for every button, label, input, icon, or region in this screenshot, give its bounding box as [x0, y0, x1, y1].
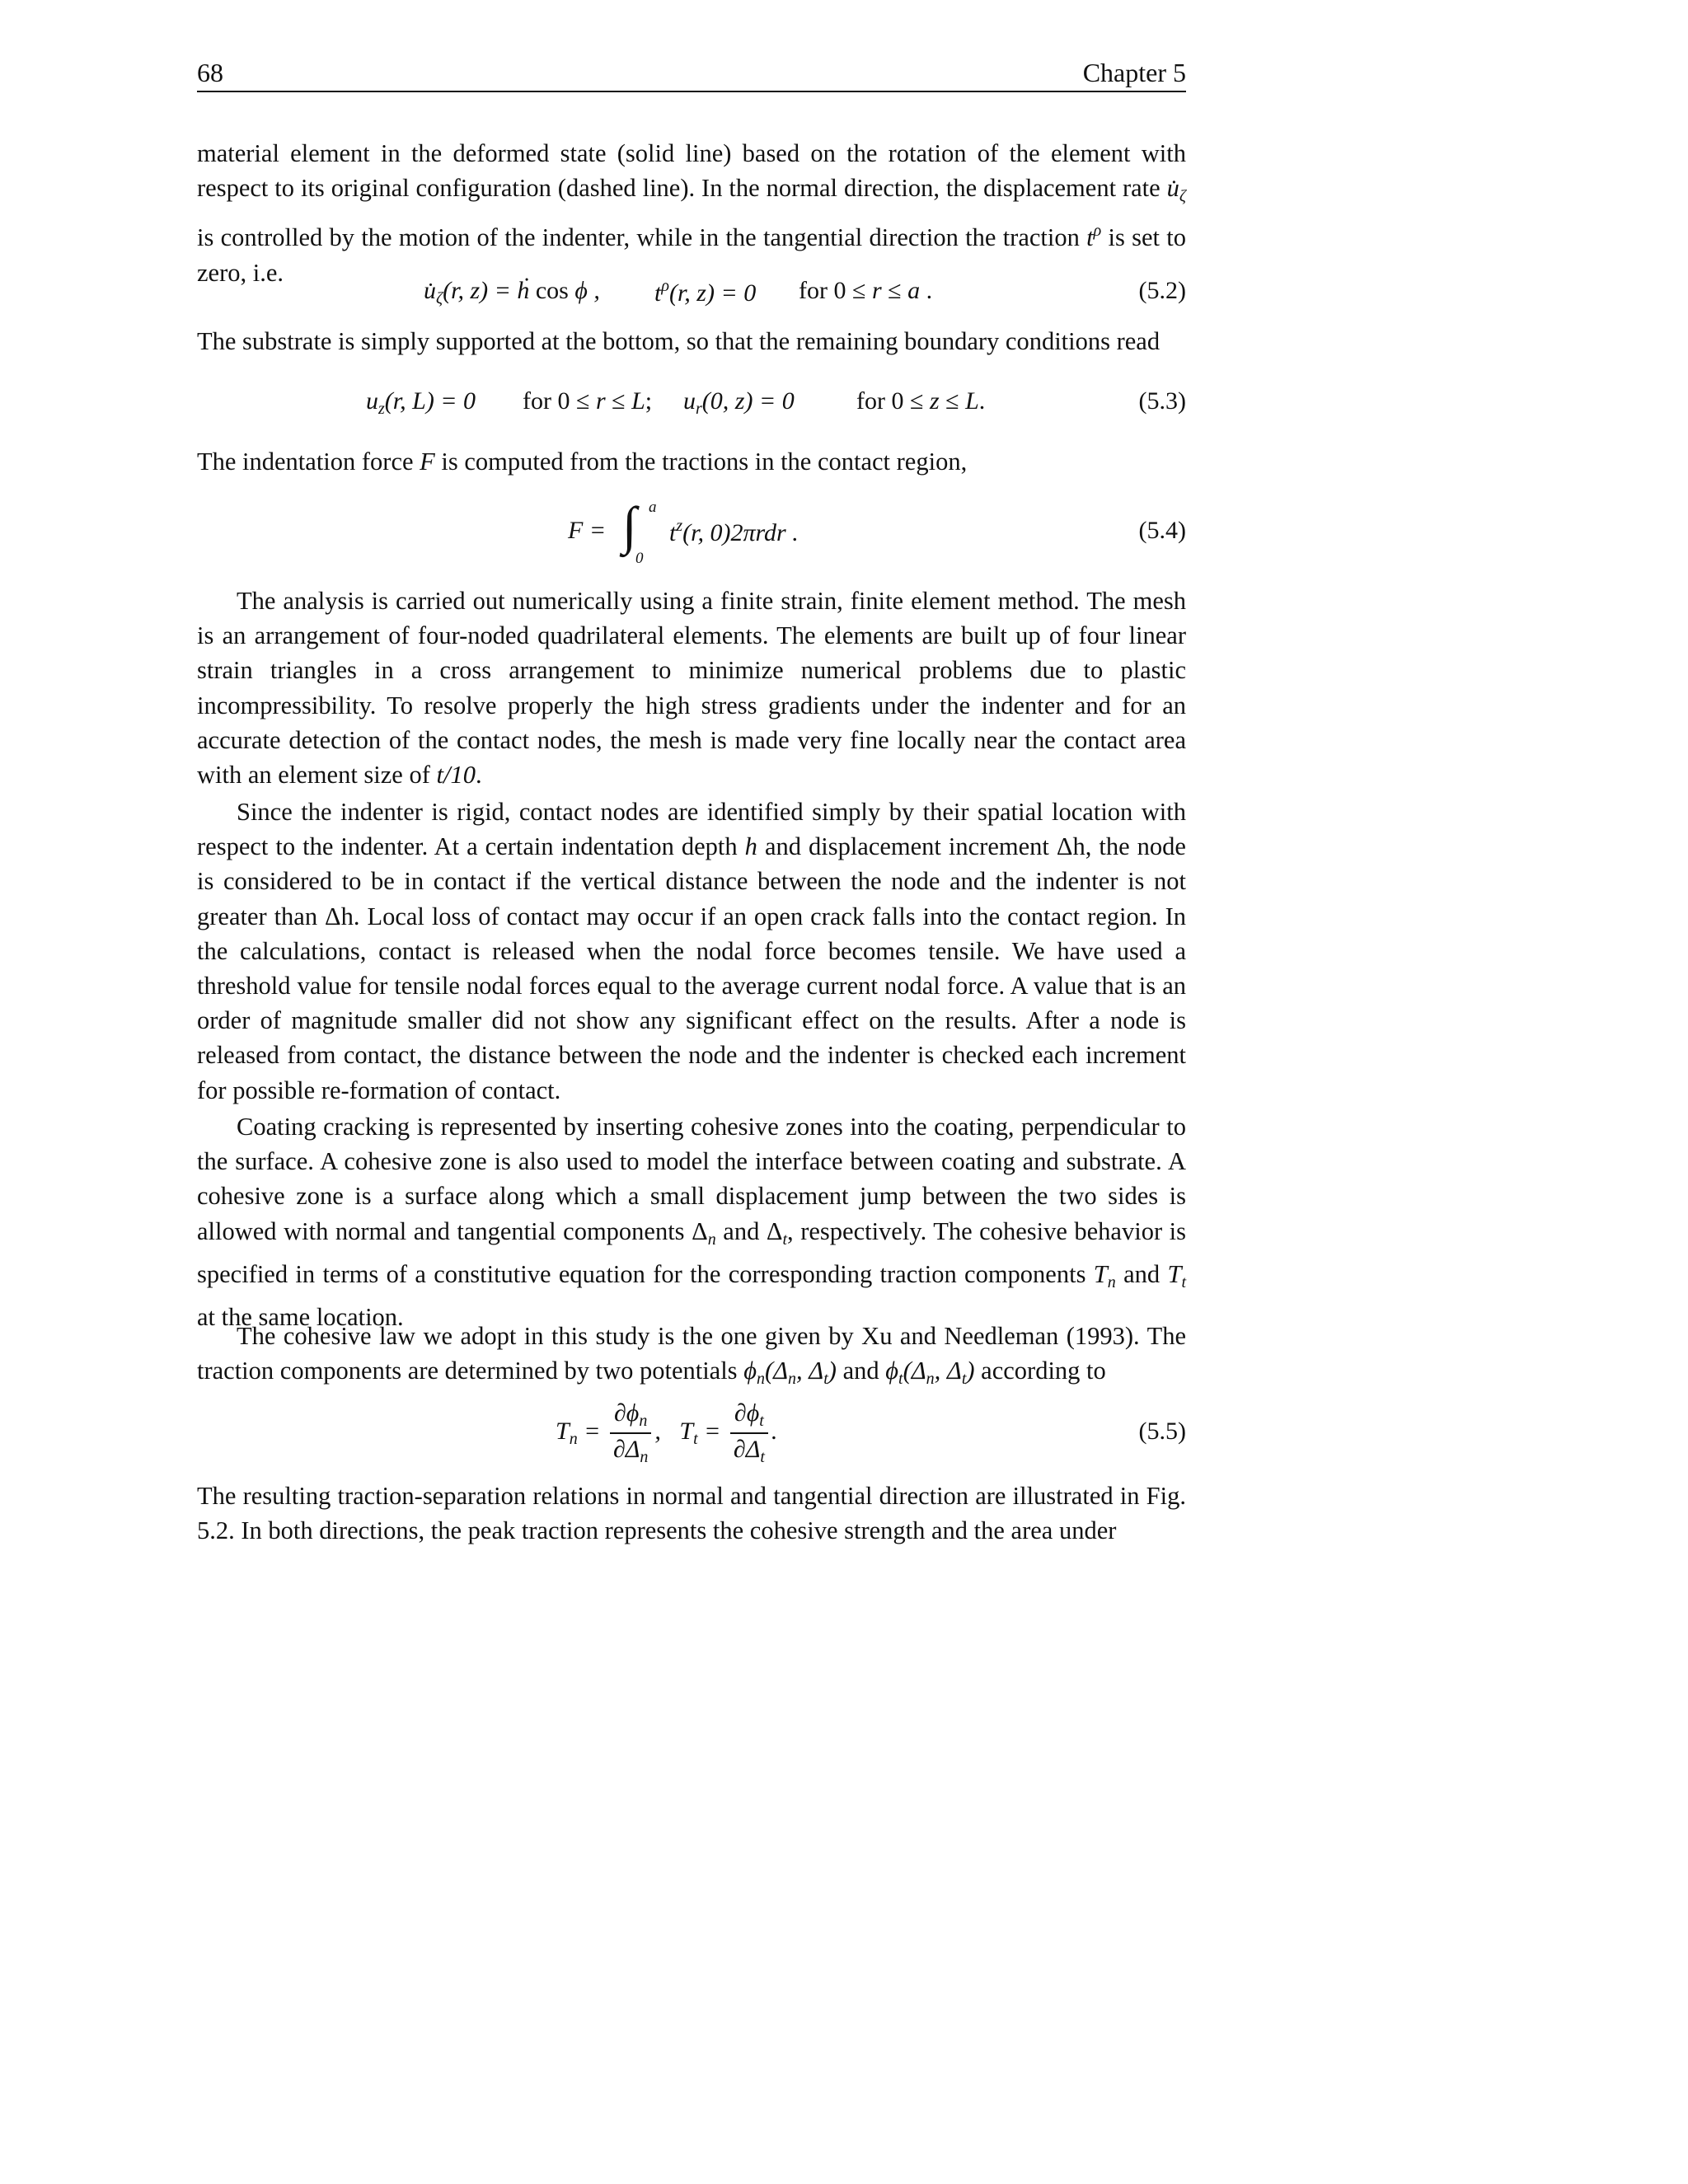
chapter-title: Chapter 5 [1082, 58, 1186, 87]
fraction-tn: $\frac{\partial\phi_n}{\partial\Delta_n}$ [610, 1399, 651, 1467]
integral-sign: ∫ [622, 496, 637, 555]
equation-5-2: $u̇_\zeta(r$, z) = ḣ cos ϕ , $t^\rho(r$, z) = 0 for 0 ≤ r ≤ a . (5.2) [424, 277, 1186, 307]
paragraph-cohesive-law: The cohesive law we adopt in this study is the one given by Xu and Needleman (1993). The traction components are determined by two potentials $\phi_n(\Delta_n$, $\Delta_t$) and $\phi_t(\Delta_n$, $\Delta_t$) according to [197, 1322, 1186, 1389]
paragraph-boundary-intro: material element in the deformed state (solid line) based on the rotation of the element with respect to its original configuration (dashed line). In the normal direction, the displacement rate $u̇_\zeta$ is controlled by the motion of the indenter, while in the tangential direction the traction $t^\rho$ is set to zero, i.e. [197, 139, 1186, 287]
paragraph-substrate: The substrate is simply supported at the bottom, so that the remaining boundary conditions read [197, 327, 1160, 355]
fraction-tt: $\frac{\partial\phi_t}{\partial\Delta_t}$ [730, 1399, 768, 1467]
equation-number: (5.5) [1138, 1418, 1186, 1445]
paragraph-contact: Since the indenter is rigid, contact nodes are identified simply by their spatial location with respect to the indenter. At a certain indentation depth h and displacement increment Δh, the node is considered to be in contact if the vertical distance between the node and the indenter is not greater than Δh. Local loss of contact may occur if an open crack falls into the contact region. In the calculations, contact is released when the nodal force becomes tensile. We have used a threshold value for tensile nodal forces equal to the average current nodal force. A value that is an order of magnitude smaller did not show any significant effect on the results. After a node is released from contact, the distance between the node and the indenter is checked each increment for possible re-formation of contact. [197, 798, 1186, 1104]
equation-5-4: F = ∫ a 0 $t^z(r$, 0)2πrdr . (5.4) [568, 496, 1186, 567]
paragraph-cohesive-zone: Coating cracking is represented by inserting cohesive zones into the coating, perpendicular to the surface. A cohesive zone is also used to model the interface between coating and substrate. A cohesive zone is a surface along which a small displacement jump between the two sides is allowed with normal and tangential components $\Delta_n$ and $\Delta_t$, respectively. The cohesive behavior is specified in terms of a constitutive equation for the corresponding traction components $T_n$ and $T_t$ at the same location. [197, 1113, 1186, 1332]
equation-5-3: $u_z(r$, L) = 0 for 0 ≤ r ≤ L; $u_r(0$, z) = 0 for 0 ≤ z ≤ L. (5.3) [366, 387, 1186, 418]
equation-number: (5.3) [1138, 387, 1186, 415]
page-header [197, 58, 1186, 92]
page-number: 68 [197, 58, 223, 87]
paragraph-traction-separation: The resulting traction-separation relations in normal and tangential direction are illustrated in Fig. 5.2. In both directions, the peak traction represents the cohesive strength and the area under [197, 1482, 1186, 1545]
equation-5-5: $T_n$ = $\frac{\partial\phi_n}{\partial\Delta_n}$ , $T_t$ = $\frac{\partial\phi_t}{\partial\Delta_t}$ . (5.5) [556, 1399, 1186, 1466]
equation-number: (5.2) [1138, 277, 1186, 304]
paragraph-indentation-force: The indentation force F is computed from the tractions in the contact region, [197, 448, 968, 476]
equation-number: (5.4) [1138, 517, 1186, 544]
paragraph-analysis: The analysis is carried out numerically using a finite strain, finite element method. The mesh is an arrangement of four-noded quadrilateral elements. The elements are built up of four linear strain triangles in a cross arrangement to minimize numerical problems due to plastic incompressibility. To resolve properly the high stress gradients under the indenter and for an accurate detection of the contact nodes, the mesh is made very fine locally near the contact area with an element size of t/10. [197, 587, 1186, 790]
